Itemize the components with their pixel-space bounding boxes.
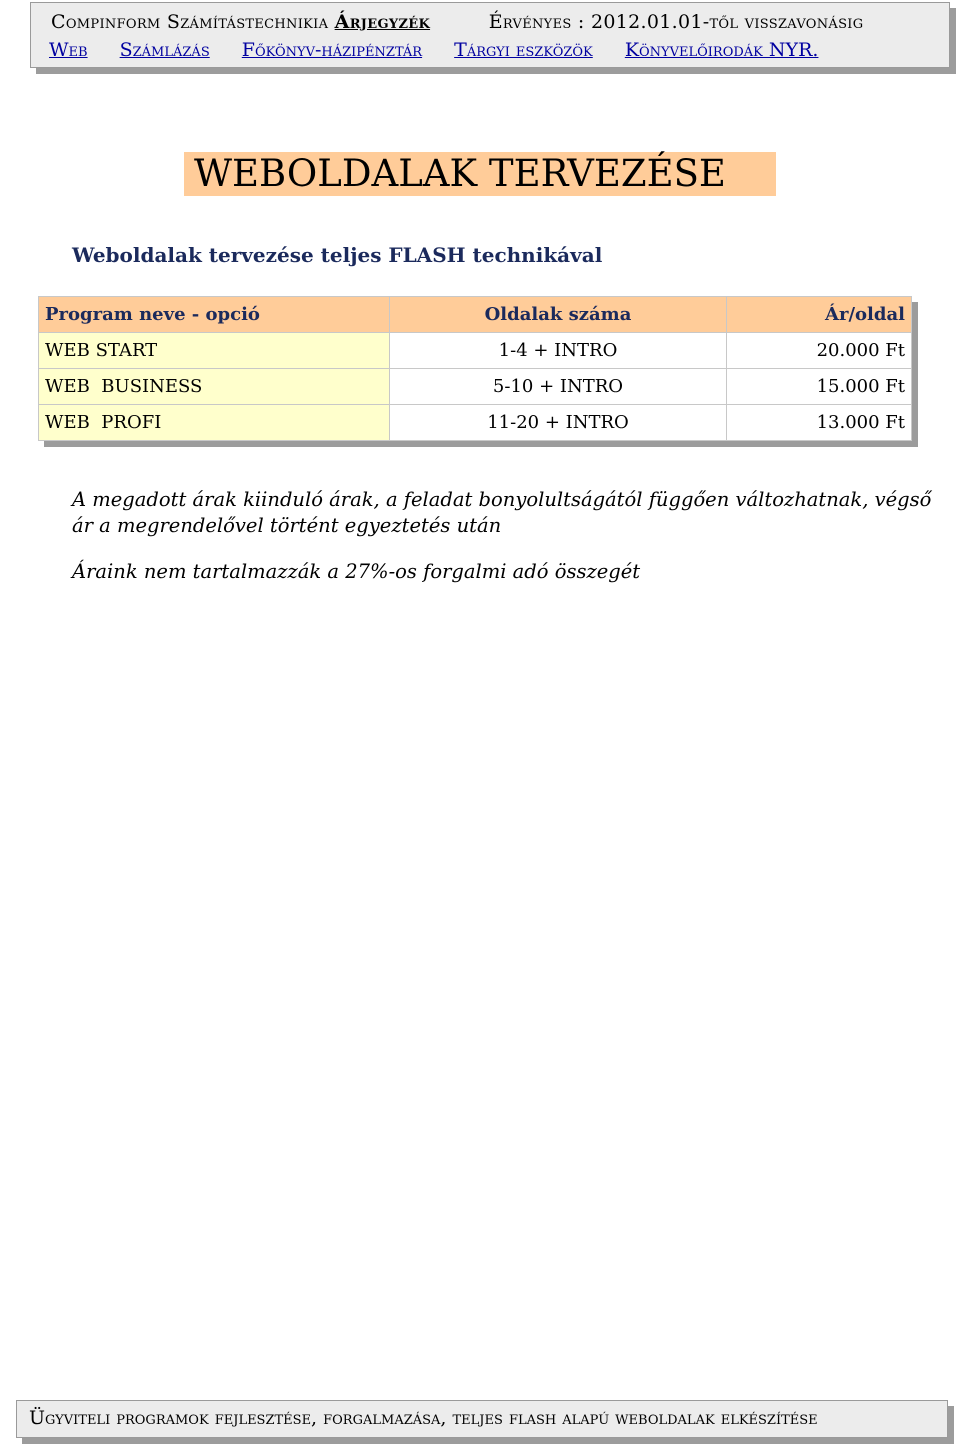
pages-cell: 11-20 + INTRO — [390, 405, 727, 441]
company-name: Compinform Számítástechnikia — [51, 11, 329, 33]
table-row — [39, 405, 912, 441]
price-cell: 15.000 Ft — [727, 369, 912, 405]
nav-link-web[interactable]: Web — [49, 39, 88, 61]
footer-box — [16, 1400, 948, 1438]
price-table — [38, 296, 912, 441]
price-cell: 20.000 Ft — [727, 333, 912, 369]
price-cell: 13.000 Ft — [727, 405, 912, 441]
page-title: WEBOLDALAK TERVEZÉSE — [184, 152, 776, 196]
program-name-cell: WEB BUSINESS — [39, 369, 390, 405]
header-info-line — [51, 11, 863, 33]
header-nav — [49, 39, 844, 61]
header-box — [30, 2, 950, 68]
vat-note: Áraink nem tartalmazzák a 27%-os forgalmi adó összegét — [72, 560, 641, 583]
table-row — [39, 369, 912, 405]
table-header-row — [39, 297, 912, 333]
nav-link-targyi-eszkozok[interactable]: Tárgyi eszközök — [454, 39, 593, 61]
subtitle: Weboldalak tervezése teljes FLASH technikával — [72, 243, 603, 267]
price-note: A megadott árak kiinduló árak, a feladat bonyolultságától függően változhatnak, végső ár a megrendelővel történt egyeztetés után — [72, 488, 932, 537]
column-header-price: Ár/oldal — [727, 297, 912, 333]
program-name-cell: WEB PROFI — [39, 405, 390, 441]
nav-link-szamlazas[interactable]: Számlázás — [119, 39, 210, 61]
validity-text: Érvényes : 2012.01.01-től visszavonásig — [488, 11, 864, 33]
program-name-cell: WEB START — [39, 333, 390, 369]
pages-cell: 5-10 + INTRO — [390, 369, 727, 405]
pages-cell: 1-4 + INTRO — [390, 333, 727, 369]
column-header-pages: Oldalak száma — [390, 297, 727, 333]
column-header-program: Program neve - opció — [39, 297, 390, 333]
document-type: Árjegyzék — [334, 11, 431, 33]
footer-text: Ügyviteli programok fejlesztése, forgalmazása, teljes flash alapú weboldalak elkészítése — [29, 1407, 818, 1429]
nav-link-fokonyv[interactable]: Főkönyv-házipénztár — [241, 39, 423, 61]
nav-link-konyveloirodak[interactable]: Könyvelőirodák NYR. — [624, 39, 819, 61]
table-row — [39, 333, 912, 369]
